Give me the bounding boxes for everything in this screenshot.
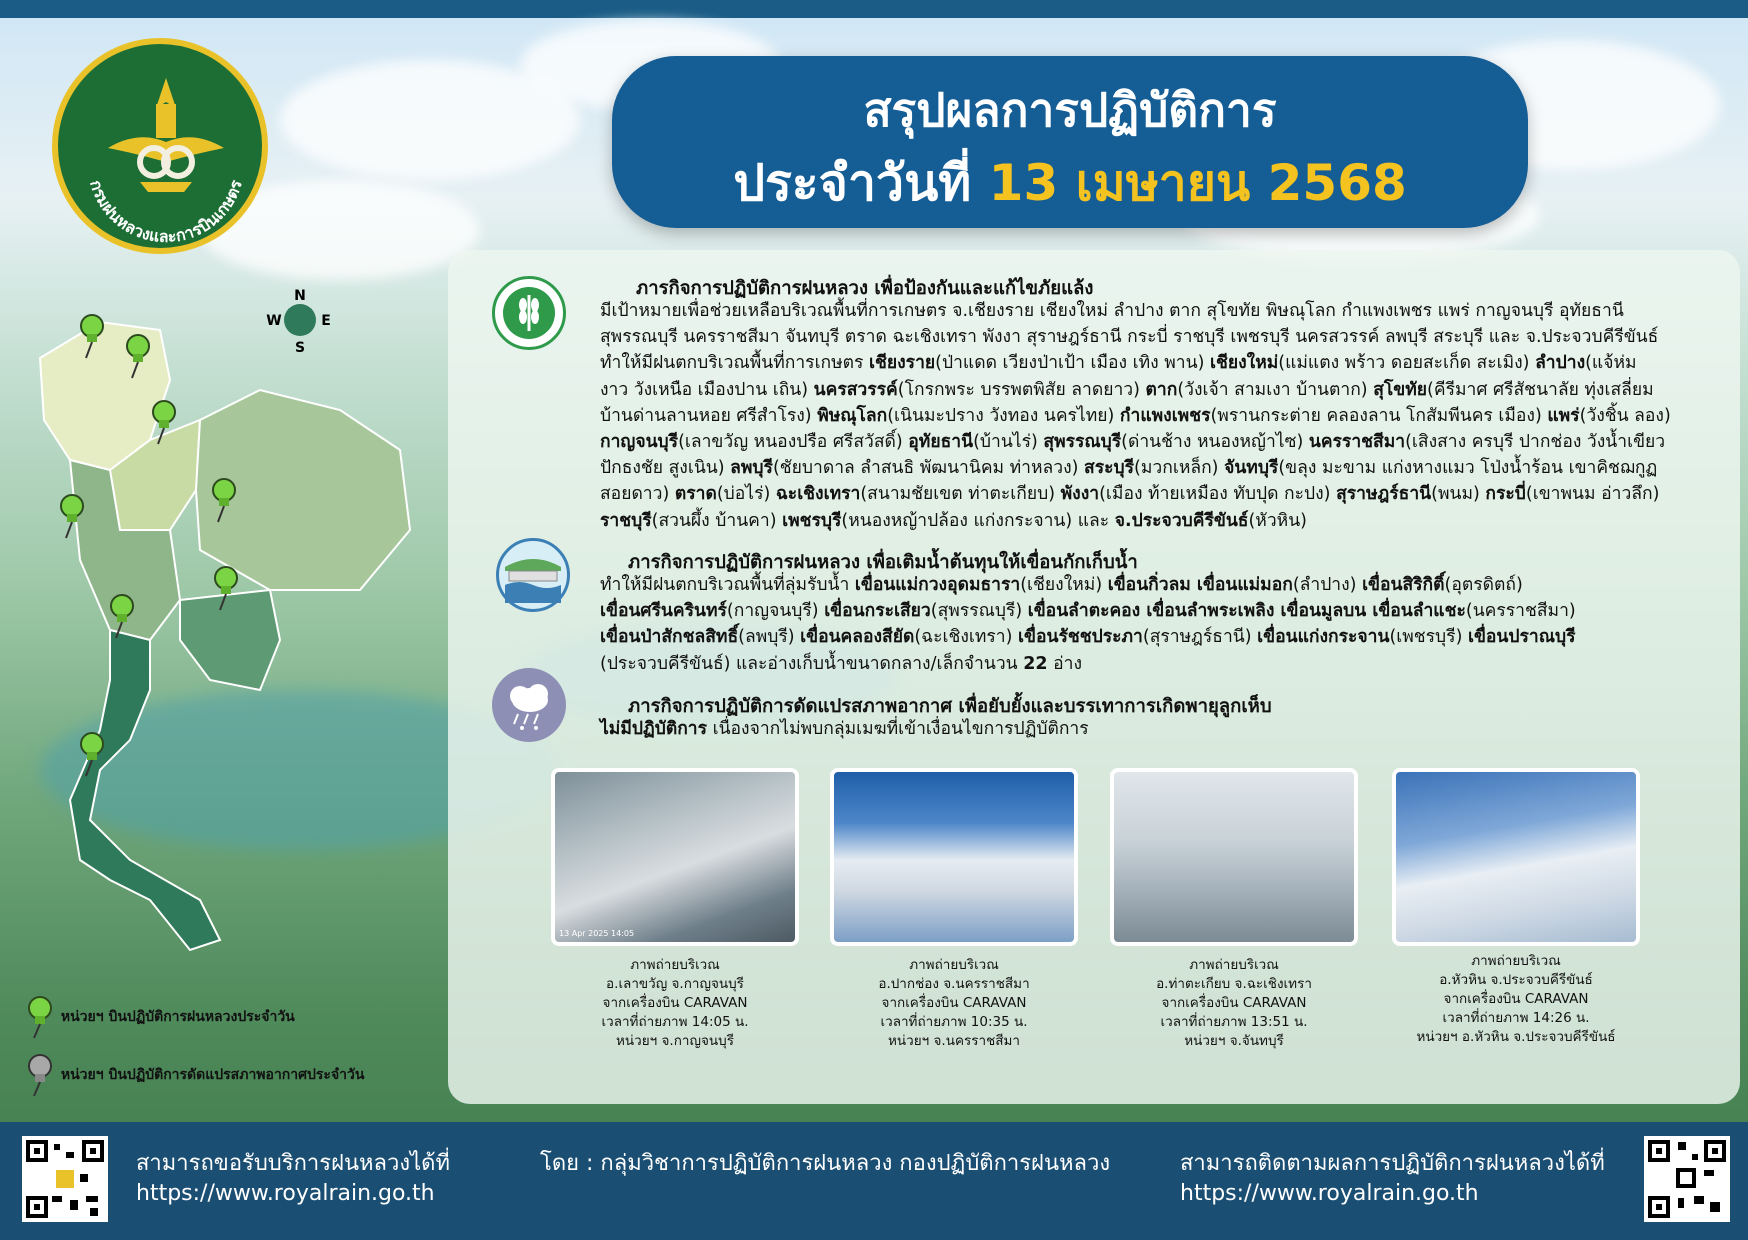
top-bar [0,0,1748,18]
map-regions [40,322,410,950]
region-east [180,590,280,690]
footer-credit: โดย : กลุ่มวิชาการปฏิบัติการฝนหลวง กองปฏิบัติการฝนหลวง [540,1151,1111,1176]
gray-pin-icon [24,1052,56,1098]
photo-4-caption: ภาพถ่ายบริเวณ อ.หัวหิน จ.ประจวบคีรีขันธ์ จากเครื่องบิน CARAVAN เวลาที่ถ่ายภาพ 14:26 น. หน่วยฯ อ.หัวหิน จ.ประจวบคีรีขันธ์ [1416,953,1616,1045]
page-title-banner [612,56,1528,228]
legend-gray [24,1052,364,1098]
report-date: 13 เมษายน 2568 [988,154,1407,212]
garuda-emblem-icon [58,44,274,260]
compass-n: N [294,288,306,304]
department-logo [52,38,268,254]
legend-green [24,994,295,1040]
section-1-title: ภารกิจการปฏิบัติการฝนหลวง เพื่อป้องกันและแก้ไขภัยแล้ง [636,278,1094,299]
section-1-line: มีเป้าหมายเพื่อช่วยเหลือบริเวณพื้นที่การเกษตร จ.เชียงราย เชียงใหม่ ลำปาง ตาก สุโขทัย พิษณุโลก กำแพงเพชร แพร่ กาญจนบุรี อุทัยธานี [600,301,1624,321]
section-1-line: กาญจนบุรี(เลาขวัญ หนองปรือ ศรีสวัสดิ์) อุทัยธานี(บ้านไร่) สุพรรณบุรี(ด่านช้าง หนองหญ้าไซ) นครราชสีมา(เสิงสาง ครบุรี ปากช่อง วังน้ำเขียว [600,432,1666,453]
dam-icon [496,538,570,612]
section-2-line: เขื่อนศรีนครินทร์(กาญจนบุรี) เขื่อนกระเสียว(สุพรรณบุรี) เขื่อนลำตะคอง เขื่อนลำพระเพลิง เขื่อนมูลบน เขื่อนลำแชะ(นครราชสีมา) [600,601,1576,622]
compass-w: W [266,313,282,329]
photo-1[interactable] [551,768,799,946]
hail-cloud-icon [492,668,566,742]
section-2-title: ภารกิจการปฏิบัติการฝนหลวง เพื่อเติมน้ำต้นทุนให้เขื่อนกักเก็บน้ำ [628,552,1138,573]
section-1-line: ทำให้มีฝนตกบริเวณพื้นที่การเกษตร เชียงราย(ป่าแดด เวียงป่าเป้า เมือง เทิง พาน) เชียงใหม่(แม่แตง พร้าว ดอยสะเก็ด สะเมิง) ลำปาง(แจ้ห่ม [600,353,1637,374]
section-3-body [600,716,1680,742]
qr-code-right[interactable] [1644,1136,1730,1222]
photo-1-caption: ภาพถ่ายบริเวณ อ.เลาขวัญ จ.กาญจนบุรี จากเครื่องบิน CARAVAN เวลาที่ถ่ายภาพ 14:05 น. หน่วยฯ จ.กาญจนบุรี [601,957,749,1049]
legend-gray-label: หน่วยฯ บินปฏิบัติการดัดแปรสภาพอากาศประจำวัน [60,1067,365,1083]
section-1-line: งาว วังเหนือ เมืองปาน เถิน) นครสวรรค์(โกรกพระ บรรพตพิสัย ลาดยาว) ตาก(วังเจ้า สามเงา บ้านตาก) สุโขทัย(คีรีมาศ ศรีสัชนาลัย ทุ่งเสลี่ยม [600,379,1654,400]
photo-3[interactable] [1110,768,1358,946]
rice-plant-icon [492,276,566,350]
section-2-body [600,572,1680,677]
page-title: สรุปผลการปฏิบัติการ [863,83,1277,137]
green-pin-icon [24,994,56,1040]
photo-2[interactable] [830,768,1078,946]
section-3-line: ไม่มีปฏิบัติการ เนื่องจากไม่พบกลุ่มเมฆที่เข้าเงื่อนไขการปฏิบัติการ [600,719,1089,739]
region-south [70,630,220,950]
footer-left-url[interactable]: https://www.royalrain.go.th [136,1181,435,1206]
logo-text: กรมฝนหลวงและการบินเกษตร [86,177,246,247]
section-1-body [600,298,1680,534]
section-1-line: สอยดาว) ตราด(บ่อไร่) ฉะเชิงเทรา(สนามชัยเขต ท่าตะเกียบ) พังงา(เมือง ท้ายเหมือง ทับปุด กะปง) สุราษฎร์ธานี(พนม) กระบี่(เขาพนม อ่าวลึก) [600,484,1660,505]
photo-2-caption: ภาพถ่ายบริเวณ อ.ปากช่อง จ.นครราชสีมา จากเครื่องบิน CARAVAN เวลาที่ถ่ายภาพ 10:35 น. หน่วยฯ จ.นครราชสีมา [878,957,1030,1049]
compass-e: E [321,313,331,329]
legend-green-label: หน่วยฯ บินปฏิบัติการฝนหลวงประจำวัน [60,1009,295,1025]
photo-3-caption: ภาพถ่ายบริเวณ อ.ท่าตะเกียบ จ.ฉะเชิงเทรา จากเครื่องบิน CARAVAN เวลาที่ถ่ายภาพ 13:51 น. หน่วยฯ จ.จันทบุรี [1156,957,1312,1049]
subtitle-prefix: ประจำวันที่ [733,154,972,212]
footer-right-url[interactable]: https://www.royalrain.go.th [1180,1181,1479,1206]
section-2-line: ทำให้มีฝนตกบริเวณพื้นที่ลุ่มรับน้ำ เขื่อนแม่กวงอุดมธารา(เชียงใหม่) เขื่อนกิ่วลม เขื่อนแม่มอก(ลำปาง) เขื่อนสิริกิติ์(อุตรดิตถ์) [600,575,1523,595]
photo-4[interactable] [1392,768,1640,946]
section-1-line: บ้านด่านลานหอย ศรีสำโรง) พิษณุโลก(เนินมะปราง วังทอง นครไทย) กำแพงเพชร(พรานกระต่าย คลองลาน โกสัมพีนคร เมือง) แพร่(วังชิ้น ลอง) [600,405,1671,426]
page-subtitle [612,144,1528,223]
compass-rose [266,288,331,356]
footer-left-line1: สามารถขอรับบริการฝนหลวงได้ที่ [136,1151,450,1176]
compass-s: S [294,340,306,356]
section-2-line: เขื่อนป่าสักชลสิทธิ์(ลพบุรี) เขื่อนคลองสียัด(ฉะเชิงเทรา) เขื่อนรัชชประภา(สุราษฎร์ธานี) เขื่อนแก่งกระจาน(เพชรบุรี) เขื่อนปราณบุรี [600,627,1576,648]
section-2-line: (ประจวบคีรีขันธ์) และอ่างเก็บน้ำขนาดกลาง/เล็กจำนวน 22 อ่าง [600,653,1082,674]
section-1-line: ราชบุรี(สวนผึ้ง บ้านคา) เพชรบุรี(หนองหญ้าปล้อง แก่งกระจาน) และ จ.ประจวบคีรีขันธ์(หัวหิน) [600,510,1307,531]
footer-right-line1: สามารถติดตามผลการปฏิบัติการฝนหลวงได้ที่ [1180,1151,1605,1176]
photo-1-timestamp: 13 Apr 2025 14:05 [559,929,635,938]
section-1-line: สุพรรณบุรี นครราชสีมา จันทบุรี ตราด ฉะเชิงเทรา พังงา สุราษฎร์ธานี กระบี่ ราชบุรี เพชรบุรี นครสวรรค์ ลพบุรี สระบุรี และ จ.ประจวบคีรีขันธ์ [600,327,1659,348]
thailand-map [0,288,440,1020]
qr-code-left[interactable] [22,1136,108,1222]
section-3-title: ภารกิจการปฏิบัติการดัดแปรสภาพอากาศ เพื่อยับยั้งและบรรเทาการเกิดพายุลูกเห็บ [628,696,1272,717]
section-1-line: ปักธงชัย สูงเนิน) ลพบุรี(ชัยบาดาล ลำสนธิ พัฒนานิคม ท่าหลวง) สระบุรี(มวกเหล็ก) จันทบุรี(ขลุง มะขาม แก่งหางแมว โป่งน้ำร้อน เขาคิชฌกูฏ [600,458,1658,479]
